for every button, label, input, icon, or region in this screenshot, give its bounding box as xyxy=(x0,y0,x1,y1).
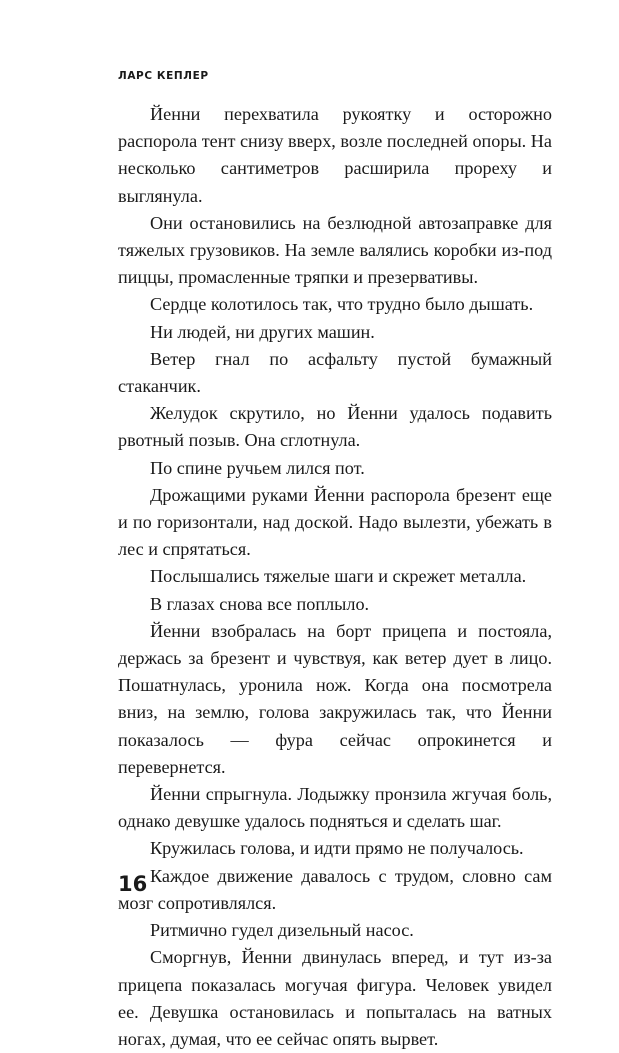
paragraph: Послышались тяжелые шаги и скрежет металла. xyxy=(150,566,527,587)
running-head: ЛАРС КЕПЛЕР xyxy=(118,70,209,82)
paragraph: По спине ручьем лился пот. xyxy=(150,457,365,478)
paragraph: Каждое движение давалось с трудом, словно сам мозг сопротивлялся. xyxy=(118,865,552,913)
paragraph: Они остановились на безлюдной автозаправке для тяжелых грузовиков. На земле валялись коробки из-под пиццы, промасленные тряпки и презервативы. xyxy=(118,212,552,288)
paragraph: Дрожащими руками Йенни распорола брезент еще и по горизонтали, над доской. Надо вылезти, убежать в лес и спрятаться. xyxy=(118,484,552,560)
paragraph: Сердце колотилось так, что трудно было дышать. xyxy=(150,294,534,315)
paragraph: Ни людей, ни других машин. xyxy=(150,321,375,342)
page-number: 16 xyxy=(118,872,148,896)
body-text xyxy=(118,101,552,1053)
paragraph: Желудок скрутило, но Йенни удалось подавить рвотный позыв. Она сглотнула. xyxy=(118,403,552,451)
paragraph: Кружилась голова, и идти прямо не получалось. xyxy=(150,838,524,859)
paragraph: Сморгнув, Йенни двинулась вперед, и тут из-за прицепа показалась могучая фигура. Человек увидел ее. Девушка остановилась и попыталась на ватных ногах, думая, что ее сейчас опять вырвет. xyxy=(118,947,552,1049)
paragraph: Йенни спрыгнула. Лодыжку пронзила жгучая боль, однако девушке удалось подняться и сделать шаг. xyxy=(118,784,552,832)
paragraph: Ритмично гудел дизельный насос. xyxy=(150,920,414,941)
paragraph: Ветер гнал по асфальту пустой бумажный стаканчик. xyxy=(118,348,552,397)
paragraph: Йенни перехватила рукоятку и осторожно распорола тент снизу вверх, возле последней опоры. На несколько сантиметров расширила прореху и выглянула. xyxy=(118,104,552,206)
paragraph: Йенни взобралась на борт прицепа и постояла, держась за брезент и чувствуя, как ветер дует в лицо. Пошатнулась, уронила нож. Когда она посмотрела вниз, на землю, голова закружилась так, что Йенни показалось — фура сейчас опрокинется и перевернется. xyxy=(118,620,552,777)
paragraph: В глазах снова все поплыло. xyxy=(150,593,370,614)
